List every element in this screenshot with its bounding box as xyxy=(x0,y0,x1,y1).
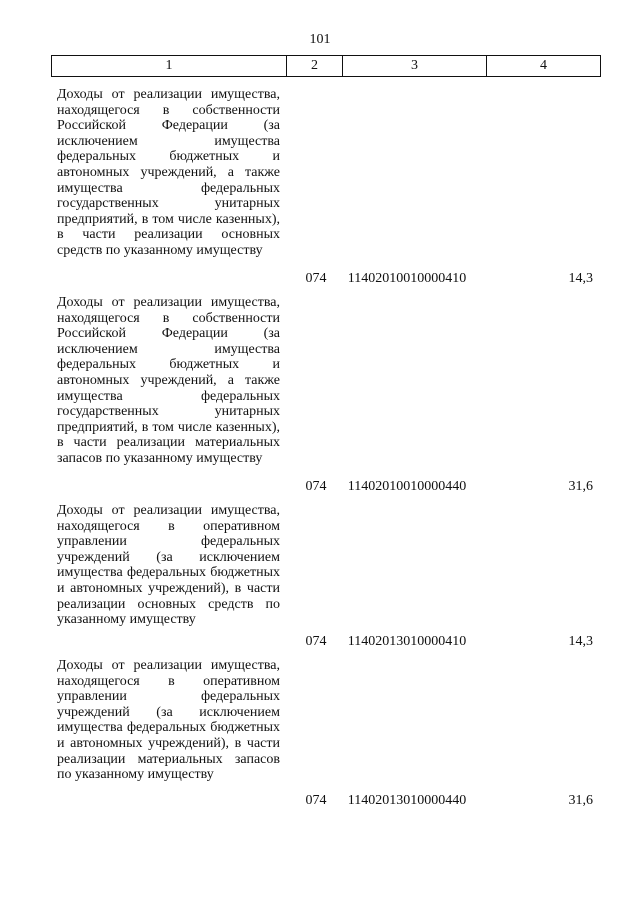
table-header-row xyxy=(52,56,601,77)
row-amount: 31,6 xyxy=(568,479,593,494)
row-description: Доходы от реализации имущества, находящегося в собственности Российской Федерации (за исключением имущества федеральных бюджетных и автономных учреждений, а также имущества федеральных государственных унитарных предприятий, в том числе казенных), в части реализации материальных запасов по указанному имуществу xyxy=(57,295,280,466)
row-code: 074 xyxy=(305,793,327,808)
table-header xyxy=(51,55,601,77)
row-classification: 11402010010000410 xyxy=(347,271,467,286)
row-amount: 14,3 xyxy=(568,271,593,286)
row-code: 074 xyxy=(305,479,327,494)
row-classification: 11402013010000440 xyxy=(347,793,467,808)
header-column-1: 1 xyxy=(52,56,287,77)
row-description: Доходы от реализации имущества, находящегося в собственности Российской Федерации (за исключением имущества федеральных бюджетных и автономных учреждений, а также имущества федеральных государственных унитарных предприятий, в том числе казенных), в части реализации основных средств по указанному имуществу xyxy=(57,87,280,258)
row-description: Доходы от реализации имущества, находящегося в оперативном управлении федеральных учреждений (за исключением имущества федеральных бюджетных и автономных учреждений), в части реализации основных средств по указанному имуществу xyxy=(57,503,280,628)
header-column-3: 3 xyxy=(343,56,487,77)
page-number: 101 xyxy=(309,32,331,47)
row-code: 074 xyxy=(305,634,327,649)
row-code: 074 xyxy=(305,271,327,286)
row-classification: 11402010010000440 xyxy=(347,479,467,494)
row-classification: 11402013010000410 xyxy=(347,634,467,649)
header-column-2: 2 xyxy=(287,56,343,77)
row-description: Доходы от реализации имущества, находящегося в оперативном управлении федеральных учреждений (за исключением имущества федеральных бюджетных и автономных учреждений), в части реализации материальных запасов по указанному имуществу xyxy=(57,658,280,783)
row-amount: 31,6 xyxy=(568,793,593,808)
header-column-4: 4 xyxy=(487,56,601,77)
row-amount: 14,3 xyxy=(568,634,593,649)
